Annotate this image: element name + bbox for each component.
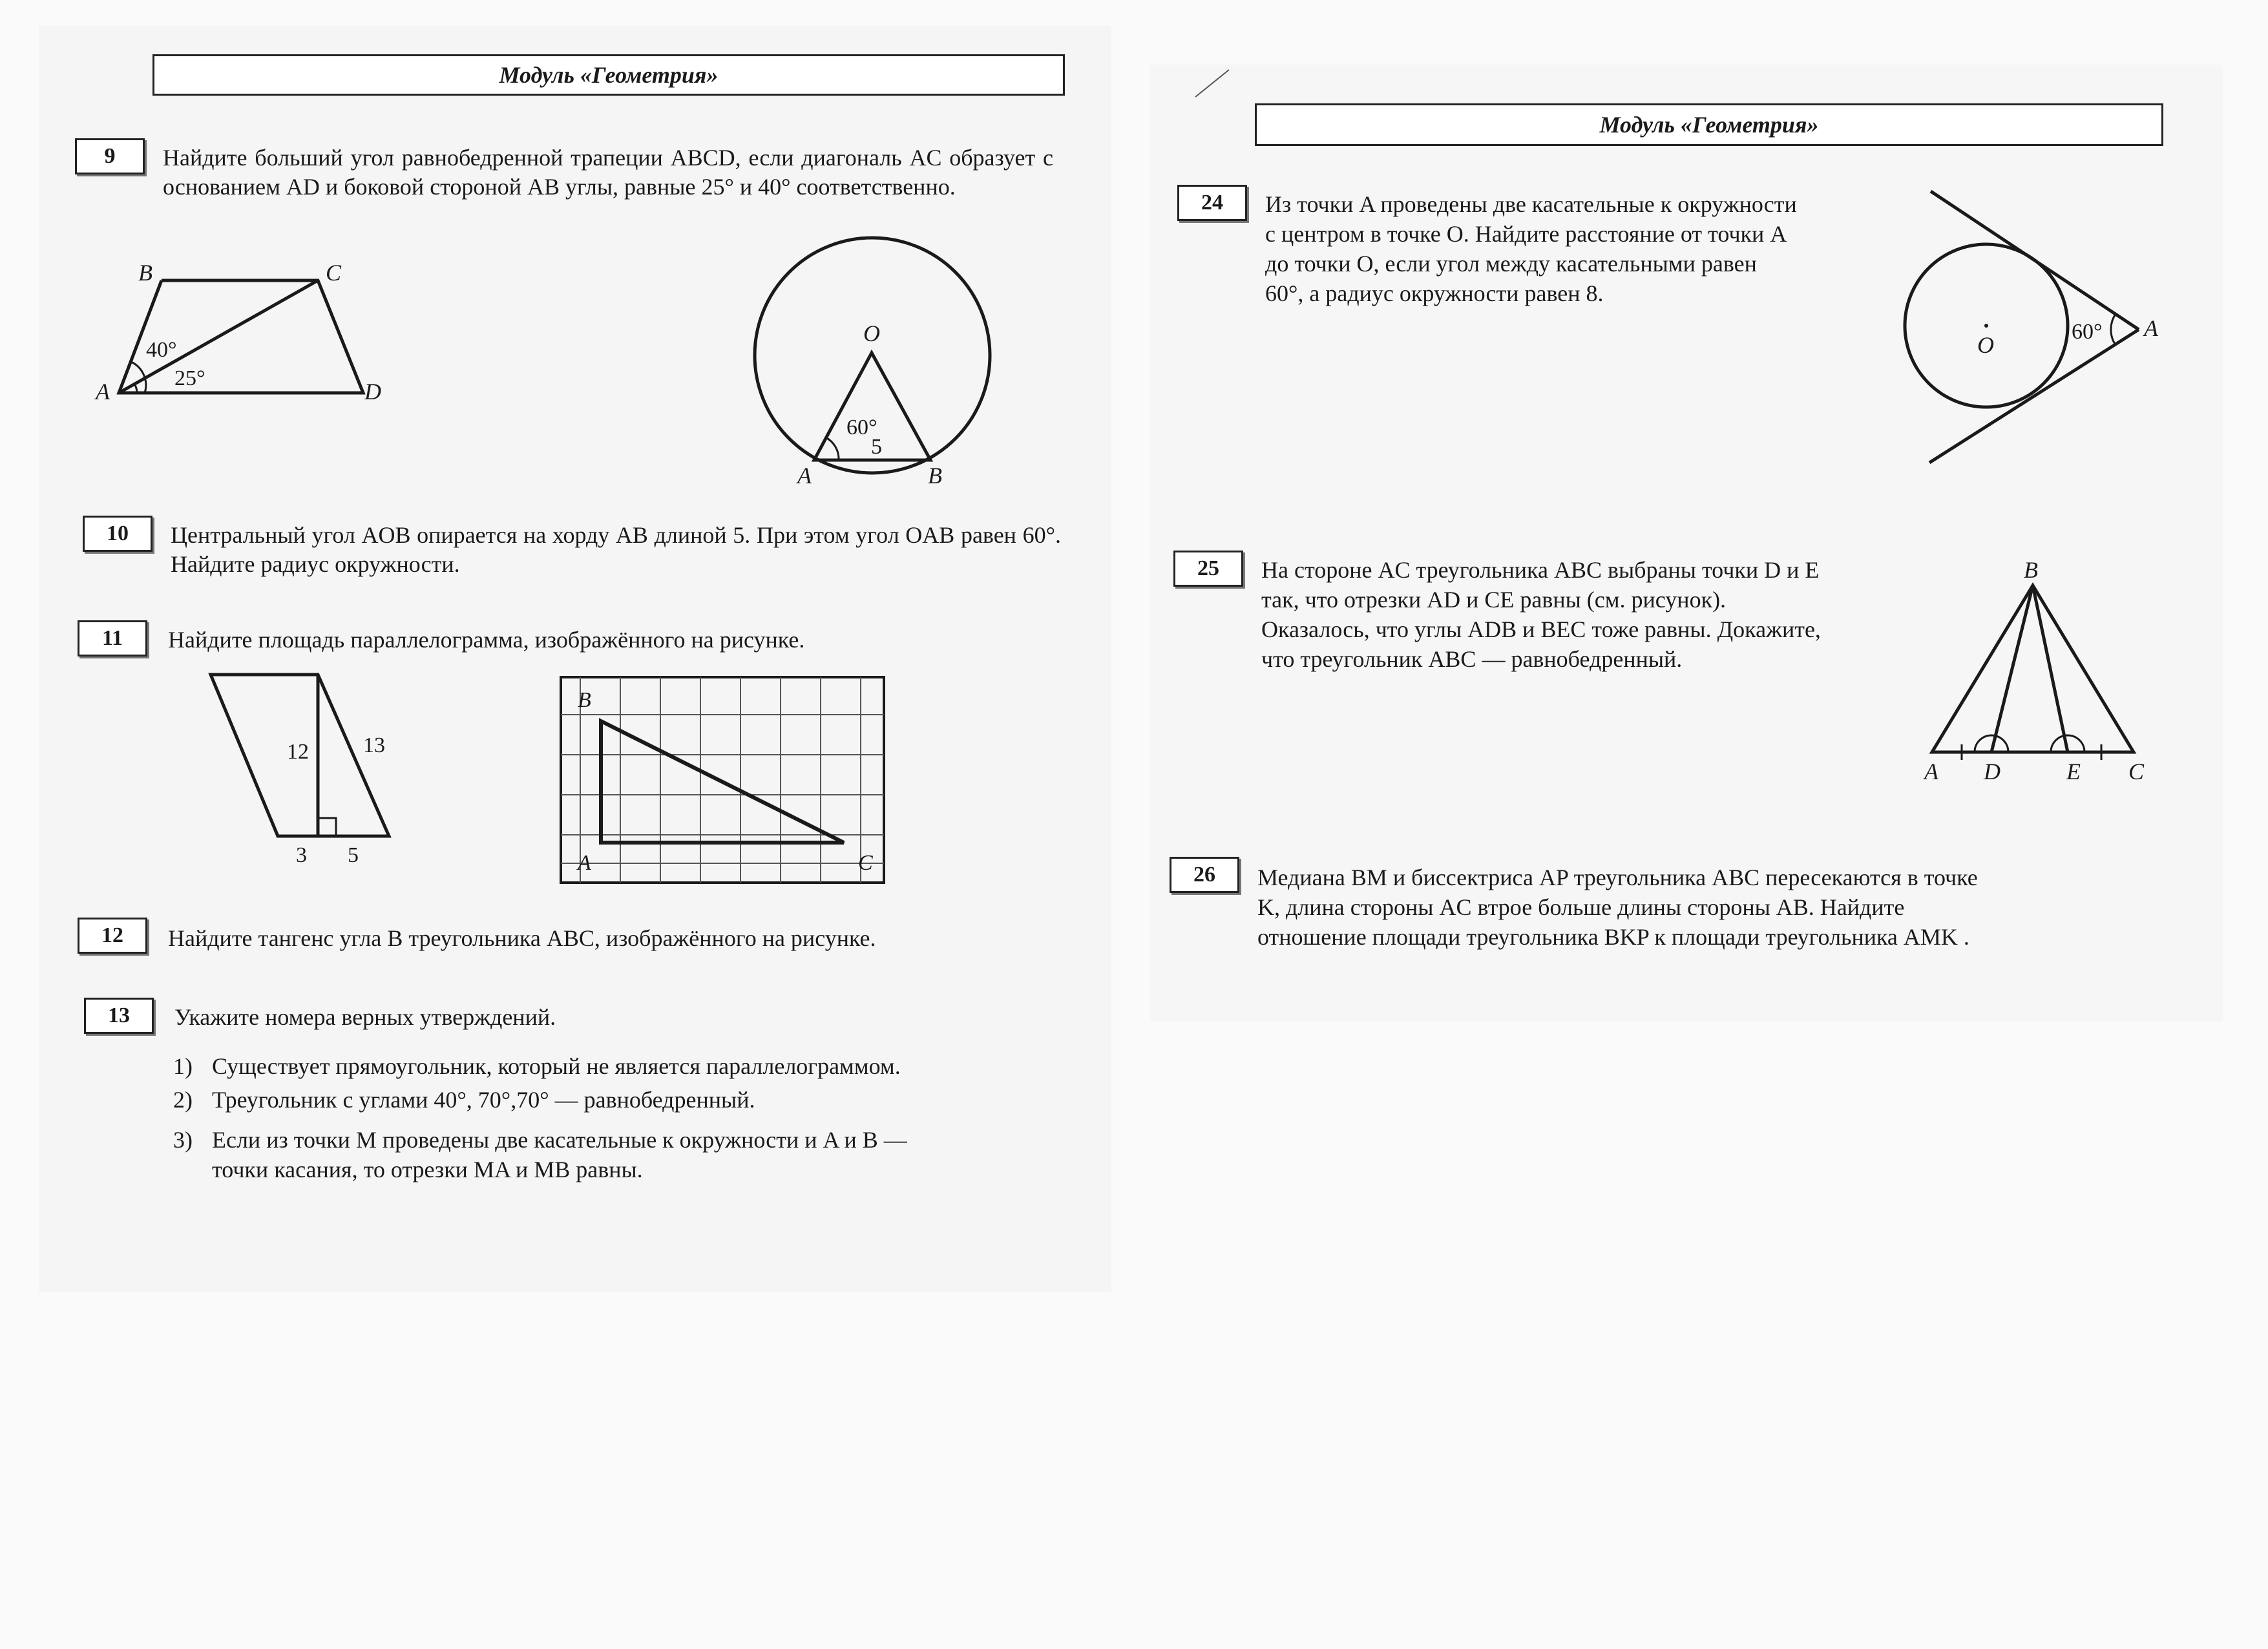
fig-circle [730,226,1014,504]
grid-triangle [601,721,844,843]
problem-9-number: 9 [75,138,145,174]
problem-26-line-3: отношение площади треугольника BKP к площади треугольника AMK . [1257,924,1969,950]
center-point [1984,324,1988,328]
tangent-line-lower [1929,330,2139,463]
angle-arc-outer [131,362,146,393]
right-angle-mark [318,818,336,836]
triangle-label-e: E [2066,759,2081,784]
triangle-label-a: A [1924,759,1938,784]
fig-parallelogram [200,666,407,872]
fig-trapezoid [90,258,401,414]
statement-2-number: 2) [173,1087,193,1113]
statement-1-number: 1) [173,1053,193,1079]
grid-label-a: A [578,851,591,875]
triangle-label-d: D [1984,759,2000,784]
tangent-angle-arc [2111,314,2116,345]
problem-24-line-1: Из точки A проведены две касательные к окружности [1265,191,1797,217]
problem-25-line-3: Оказалось, что углы ADB и BEC тоже равны. Докажите, [1261,616,1821,642]
problem-12-number: 12 [78,918,147,954]
tangent-angle-label: 60° [2072,320,2103,344]
parallelogram-label-3: 3 [296,843,307,867]
trapezoid-label-c: C [326,260,342,286]
circle-label-b: B [928,463,942,488]
trapezoid-label-b: B [138,260,152,286]
problem-25-line-4: что треугольник ABC — равнобедренный. [1261,646,1683,672]
problem-10-number: 10 [83,516,152,552]
trapezoid-angle-25: 25° [174,366,205,390]
trapezoid-outline [119,280,363,393]
problem-24-line-3: до точки O, если угол между касательными равен [1265,251,1757,277]
statement-1 [173,1052,1078,1082]
problem-13-number: 13 [84,998,154,1034]
statement-3-line-2: точки касания, то отрезки MA и MB равны. [212,1157,643,1182]
problem-11-number: 11 [78,620,147,656]
problem-26-line-2: K, длина стороны AC втрое больше длины стороны AB. Найдите [1257,894,1905,920]
circle-angle-arc [826,437,839,460]
statement-3-number: 3) [173,1127,193,1153]
tangent-label-a: A [2144,315,2158,341]
problem-9-text: Найдите больший угол равнобедренной трапеции ABCD, если диагональ AC образует с основанием AD и боковой стороной AB углы, равные 25° и 40° соответственно. [163,145,1053,200]
pencil-mark [1193,67,1232,100]
statement-2-text: Треугольник с углами 40°, 70°,70° — равнобедренный. [212,1087,755,1113]
parallelogram-label-13: 13 [363,733,385,757]
problem-25-number: 25 [1173,551,1243,587]
circle-angle-label: 60° [846,415,877,439]
circle-chord-label: 5 [871,435,882,459]
tangent-line-upper [1931,191,2139,330]
trapezoid-label-a: A [96,379,110,404]
problem-25-line-2: так, что отрезки AD и CE равны (см. рисунок). [1261,587,1727,613]
segment-be [2033,585,2068,752]
fig-triangle-abc [1913,556,2152,788]
problem-24-line-4: 60°, а радиус окружности равен 8. [1265,280,1604,306]
statement-1-text: Существует прямоугольник, который не является параллелограммом. [212,1053,901,1079]
problem-24-number: 24 [1177,185,1247,221]
problem-10-text: Центральный угол AOB опирается на хорду AB длиной 5. При этом угол OAB равен 60°. Найдите радиус окружности. [171,522,1061,577]
parallelogram-label-5: 5 [348,843,359,867]
grid-label-c: C [858,851,873,875]
problem-26-number: 26 [1170,857,1239,893]
statement-2 [173,1086,1078,1115]
problem-13-text: Укажите номера верных утверждений. [174,1004,556,1030]
problem-25-line-1: На стороне AC треугольника ABC выбраны точки D и E [1261,557,1820,583]
problem-12-text: Найдите тангенс угла B треугольника ABC, изображённого на рисунке. [168,925,876,951]
triangle-outline [1932,585,2134,752]
segment-bd [1991,585,2033,752]
trapezoid-label-d: D [364,379,381,404]
fig-grid [560,676,892,887]
fig-tangents [1893,187,2203,472]
problem-26-line-1: Медиана BM и биссектриса AP треугольника ABC пересекаются в точке [1257,865,1978,890]
trapezoid-angle-40: 40° [146,338,177,362]
tangent-label-o: O [1977,332,1994,358]
left-module-header: Модуль «Геометрия» [152,54,1065,96]
statement-3-line-1: Если из точки M проведены две касательные к окружности и A и B — [212,1127,907,1153]
triangle-label-b: B [2024,557,2038,583]
circle-label-o: O [863,320,880,346]
triangle-label-c: C [2128,759,2145,784]
circle-label-a: A [797,463,812,488]
parallelogram-label-12: 12 [287,740,309,764]
right-module-header: Модуль «Геометрия» [1255,103,2163,146]
trapezoid-diagonal [119,280,318,393]
problem-24-line-2: с центром в точке O. Найдите расстояние от точки A [1265,221,1787,247]
statement-3 [173,1126,1078,1188]
problem-11-text: Найдите площадь параллелограмма, изображённого на рисунке. [168,627,805,653]
grid-label-b: B [578,688,591,712]
